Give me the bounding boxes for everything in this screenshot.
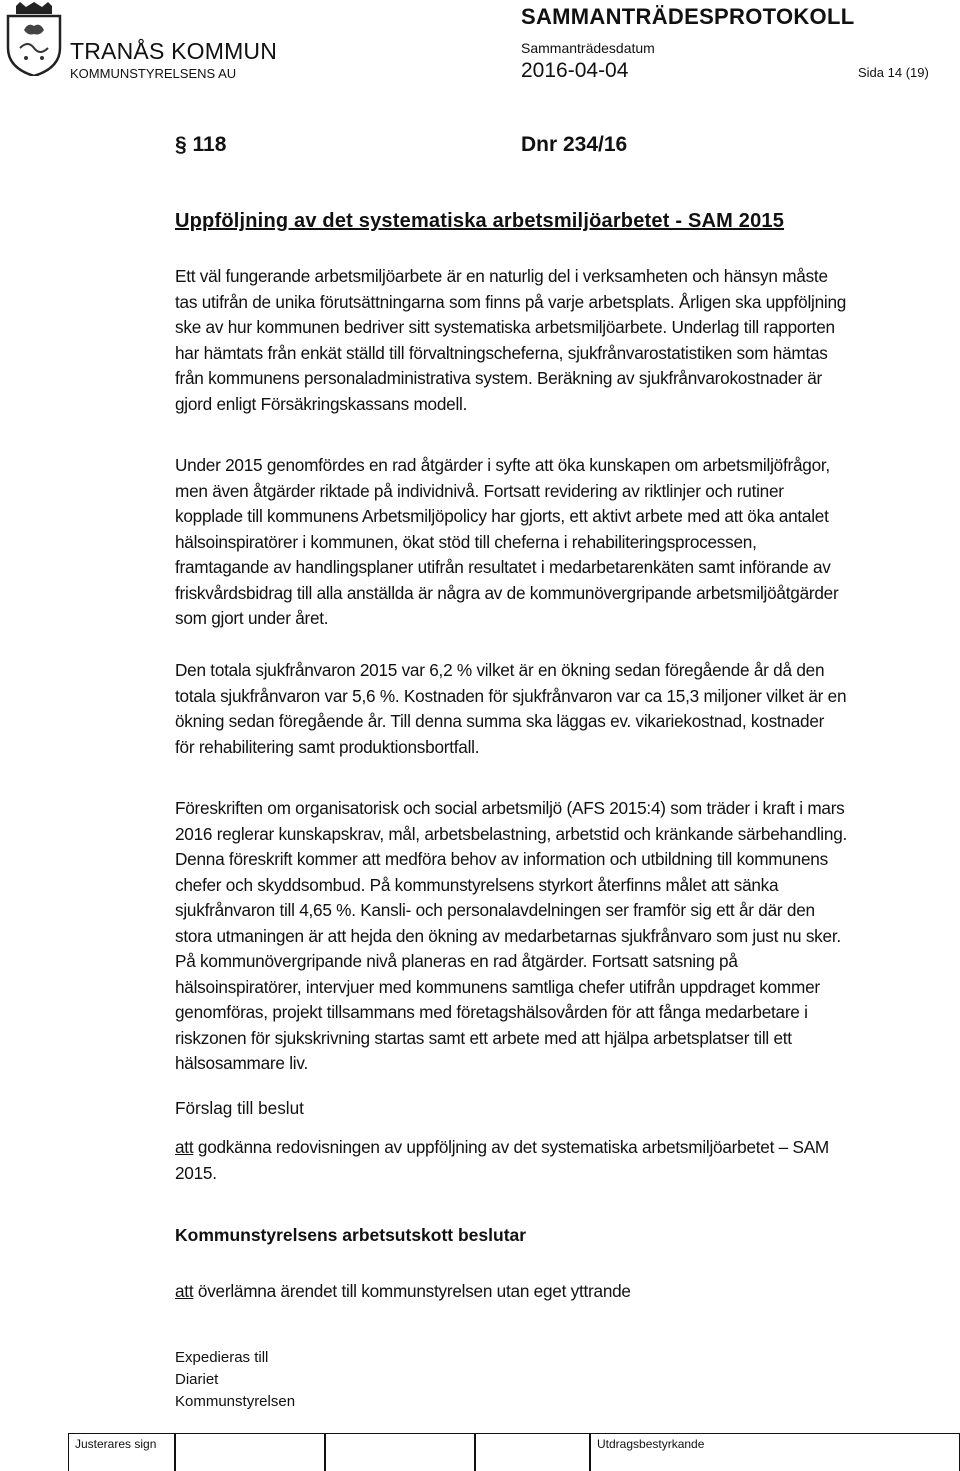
meeting-date: 2016-04-04 bbox=[521, 59, 629, 82]
text-line: från kommunens personaladministrativa system. Beräkning av sjukfrånvarokostnader är bbox=[175, 368, 823, 388]
text-line: totala sjukfrånvaron var 5,6 %. Kostnaden för sjukfrånvaron var ca 15,3 miljoner vilket är en bbox=[175, 685, 847, 706]
text-line: Ett väl fungerande arbetsmiljöarbete är en naturlig del i verksamheten och hänsyn måste bbox=[175, 266, 828, 286]
text-line: Under 2015 genomfördes en rad åtgärder i syfte att öka kunskapen om arbetsmiljöfrågor, bbox=[175, 455, 830, 475]
text-line: hälsoinspiratörer, intervjuer med kommunens samtliga chefer utifrån uppdraget kommer bbox=[175, 976, 820, 997]
text-line: ökning sedan föregående år. Till denna summa ska läggas ev. vikariekostnad, kostnader bbox=[175, 711, 825, 731]
text-line: genomföras, projekt tillsammans med företagshälsovården för att fånga medarbetare i bbox=[175, 1002, 808, 1022]
signature-footer bbox=[68, 1433, 960, 1471]
text-line: Den totala sjukfrånvaron 2015 var 6,2 % vilket är en ökning sedan föregående år då den bbox=[175, 660, 825, 680]
text-line: men även åtgärder riktade på individnivå. Fortsatt revidering av riktlinjer och rutiner bbox=[175, 480, 784, 501]
text-line: 2015. bbox=[175, 1162, 217, 1183]
text-line: ske av hur kommunen bedriver sitt systematiska arbetsmiljöarbete. Underlag till rapporten bbox=[175, 317, 835, 337]
text-line: stora utmaningen är att hejda den ökning av medarbetarnas sjukfrånvaro som just nu sker. bbox=[175, 925, 841, 946]
proposal-label: Förslag till beslut bbox=[175, 1098, 304, 1118]
paragraph-measures-2015 bbox=[175, 453, 950, 632]
section-heading: Uppföljning av det systematiska arbetsmiljöarbetet - SAM 2015 bbox=[175, 210, 785, 232]
text-line: framtagande av handlingsplaner utifrån resultatet i medarbetarenkäten samt införande av bbox=[175, 557, 831, 577]
diary-number: Dnr 234/16 bbox=[521, 133, 628, 156]
signature-box bbox=[68, 1433, 175, 1471]
text-line: riskzonen för sjukskrivning startas samt ett arbete med att hjälpa arbetsplatser till ett bbox=[175, 1027, 792, 1048]
organization-name: TRANÅS KOMMUN bbox=[70, 38, 278, 64]
text-line: Denna föreskrift kommer att medföra behov av information och utbildning till kommunens bbox=[175, 849, 828, 869]
signature-box bbox=[475, 1433, 590, 1471]
meeting-date-label: Sammanträdesdatum bbox=[521, 40, 655, 56]
signature-box bbox=[175, 1433, 325, 1471]
proposal-text bbox=[175, 1135, 950, 1186]
paragraph-intro bbox=[175, 264, 950, 417]
text-line: friskvårdsbidrag till alla anställda är några av de kommunövergripande arbetsmiljöåtgärder bbox=[175, 582, 839, 603]
dispatch-item: Diariet bbox=[175, 1371, 219, 1388]
text-line: hälsosammare liv. bbox=[175, 1053, 308, 1073]
decision-text bbox=[175, 1279, 950, 1305]
signature-box bbox=[325, 1433, 475, 1471]
decision-line: överlämna ärendet till kommunstyrelsen utan eget yttrande bbox=[193, 1281, 631, 1301]
text-line bbox=[175, 1135, 950, 1161]
coat-of-arms-logo bbox=[2, 2, 66, 76]
document-title: SAMMANTRÄDESPROTOKOLL bbox=[521, 4, 855, 29]
paragraph-regulation bbox=[175, 796, 950, 1077]
proposal-line: godkänna redovisningen av uppföljning av det systematiska arbetsmiljöarbetet – SAM bbox=[193, 1137, 829, 1157]
text-line bbox=[175, 1279, 950, 1305]
text-line: för rehabilitering samt produktionsbortfall. bbox=[175, 736, 480, 757]
text-line: sjukfrånvaron till 4,65 %. Kansli- och personalavdelningen ser framför sig ett år där den bbox=[175, 900, 815, 920]
page-number: Sida 14 (19) bbox=[858, 65, 929, 80]
text-line: som gjort under året. bbox=[175, 608, 329, 628]
text-line: chefer och skyddsombud. På kommunstyrelsens styrkort återfinns målet att sänka bbox=[175, 874, 779, 895]
text-line: har hämtats från enkät ställd till förvaltningscheferna, sjukfrånvarostatistiken som hämtas bbox=[175, 342, 828, 363]
att-keyword: att bbox=[175, 1281, 194, 1301]
text-line: På kommunövergripande nivå planeras en rad åtgärder. Fortsatt satsning på bbox=[175, 951, 738, 971]
dispatch-item: Expedieras till bbox=[175, 1349, 269, 1366]
dispatch-item: Kommunstyrelsen bbox=[175, 1393, 296, 1410]
dispatch-list bbox=[175, 1347, 295, 1413]
paragraph-sick-leave bbox=[175, 658, 950, 760]
signature-box bbox=[590, 1433, 960, 1471]
text-line: gjord enligt Försäkringskassans modell. bbox=[175, 393, 468, 414]
text-line: tas utifrån de unika förutsättningarna som finns på varje arbetsplats. Årligen ska uppföljning bbox=[175, 291, 847, 312]
paragraph-number: § 118 bbox=[175, 133, 227, 156]
text-line: hälsoinspiratörer i kommunen, ökat stöd till cheferna i rehabiliteringsprocessen, bbox=[175, 531, 757, 552]
justeras-label: Justerares sign bbox=[75, 1437, 157, 1451]
text-line: Föreskriften om organisatorisk och social arbetsmiljö (AFS 2015:4) som träder i kraft i mars bbox=[175, 798, 845, 818]
decision-heading: Kommunstyrelsens arbetsutskott beslutar bbox=[175, 1225, 527, 1245]
utdrag-label: Utdragsbestyrkande bbox=[597, 1437, 705, 1451]
att-keyword: att bbox=[175, 1137, 194, 1157]
text-line: kopplade till kommunens Arbetsmiljöpolicy har gjorts, ett aktivt arbete med att öka antalet bbox=[175, 506, 829, 526]
text-line: 2016 reglerar kunskapskrav, mål, arbetsbelastning, arbetstid och kränkande särbehandling. bbox=[175, 823, 848, 844]
organization-subtitle: KOMMUNSTYRELSENS AU bbox=[70, 66, 237, 81]
